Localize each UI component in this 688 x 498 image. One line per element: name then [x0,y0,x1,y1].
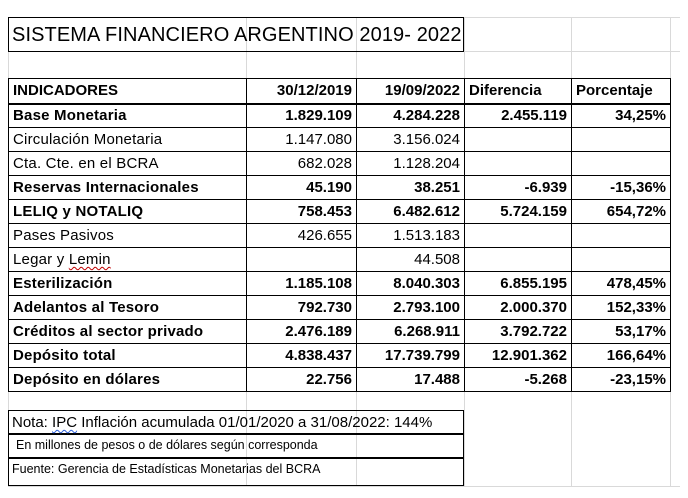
value-cell: 426.655 [247,224,357,248]
page-title: SISTEMA FINANCIERO ARGENTINO 2019- 2022 [12,24,462,46]
table-row [9,176,671,200]
indicator-label-cell: Depósito total [9,344,247,368]
table-row [9,296,671,320]
value-cell: 44.508 [357,248,465,272]
value-cell [572,224,671,248]
value-cell: 1.185.108 [247,272,357,296]
table-row [9,320,671,344]
value-cell: 1.128.204 [357,152,465,176]
value-cell: 2.476.189 [247,320,357,344]
indicator-label-cell: Base Monetaria [9,104,247,128]
value-cell: 3.156.024 [357,128,465,152]
value-cell: 758.453 [247,200,357,224]
table-row [9,224,671,248]
value-cell [247,248,357,272]
value-cell: 4.838.437 [247,344,357,368]
value-cell: 45.190 [247,176,357,200]
value-cell [572,152,671,176]
value-cell: 34,25% [572,104,671,128]
value-cell: -23,15% [572,368,671,392]
indicator-label-cell: Pases Pasivos [9,224,247,248]
financial-indicators-table [8,78,671,392]
value-cell: 6.482.612 [357,200,465,224]
value-cell: 53,17% [572,320,671,344]
value-cell: 12.901.362 [465,344,572,368]
value-cell: 2.793.100 [357,296,465,320]
value-cell: 478,45% [572,272,671,296]
header-cell: Diferencia [465,79,572,104]
value-cell: 1.147.080 [247,128,357,152]
value-cell: 654,72% [572,200,671,224]
indicator-label-cell: LELIQ y NOTALIQ [9,200,247,224]
table-row [9,200,671,224]
indicator-label-cell: Cta. Cte. en el BCRA [9,152,247,176]
indicator-label-cell: Circulación Monetaria [9,128,247,152]
value-cell [572,128,671,152]
indicator-label-cell: Reservas Internacionales [9,176,247,200]
table-row [9,104,671,128]
gridline [8,486,680,487]
value-cell: -15,36% [572,176,671,200]
source-note: Fuente: Gerencia de Estadísticas Monetarias del BCRA [12,462,321,476]
value-cell: 682.028 [247,152,357,176]
header-cell: Porcentaje [572,79,671,104]
value-cell: 17.739.799 [357,344,465,368]
table-row [9,344,671,368]
value-cell: 38.251 [357,176,465,200]
value-cell: -5.268 [465,368,572,392]
value-cell: 3.792.722 [465,320,572,344]
table-row [9,368,671,392]
units-note: En millones de pesos o de dólares según corresponda [16,438,318,452]
value-cell: 5.724.159 [465,200,572,224]
table-row [9,272,671,296]
value-cell: 6.855.195 [465,272,572,296]
value-cell [572,248,671,272]
value-cell: 166,64% [572,344,671,368]
indicator-label-cell: Depósito en dólares [9,368,247,392]
header-cell: 30/12/2019 [247,79,357,104]
value-cell: 792.730 [247,296,357,320]
table-row [9,128,671,152]
value-cell: -6.939 [465,176,572,200]
value-cell: 22.756 [247,368,357,392]
value-cell [465,128,572,152]
value-cell: 8.040.303 [357,272,465,296]
value-cell: 2.000.370 [465,296,572,320]
value-cell: 152,33% [572,296,671,320]
inflation-note-text: Nota: IPC Inflación acumulada 01/01/2020 a 31/08/2022: 144% [12,414,433,431]
value-cell: 2.455.119 [465,104,572,128]
indicator-label-cell: Legar y Lemin [9,248,247,272]
value-cell: 1.513.183 [357,224,465,248]
value-cell: 17.488 [357,368,465,392]
value-cell: 6.268.911 [357,320,465,344]
value-cell [465,248,572,272]
table-header-row [9,79,671,104]
table-row [9,152,671,176]
value-cell: 4.284.228 [357,104,465,128]
table-row [9,248,671,272]
indicator-label-cell: Créditos al sector privado [9,320,247,344]
table-body [9,79,671,392]
value-cell: 1.829.109 [247,104,357,128]
value-cell [465,224,572,248]
value-cell [465,152,572,176]
indicator-label-cell: Esterilización [9,272,247,296]
header-cell: INDICADORES [9,79,247,104]
header-cell: 19/09/2022 [357,79,465,104]
indicator-label-cell: Adelantos al Tesoro [9,296,247,320]
inflation-note [12,414,432,431]
